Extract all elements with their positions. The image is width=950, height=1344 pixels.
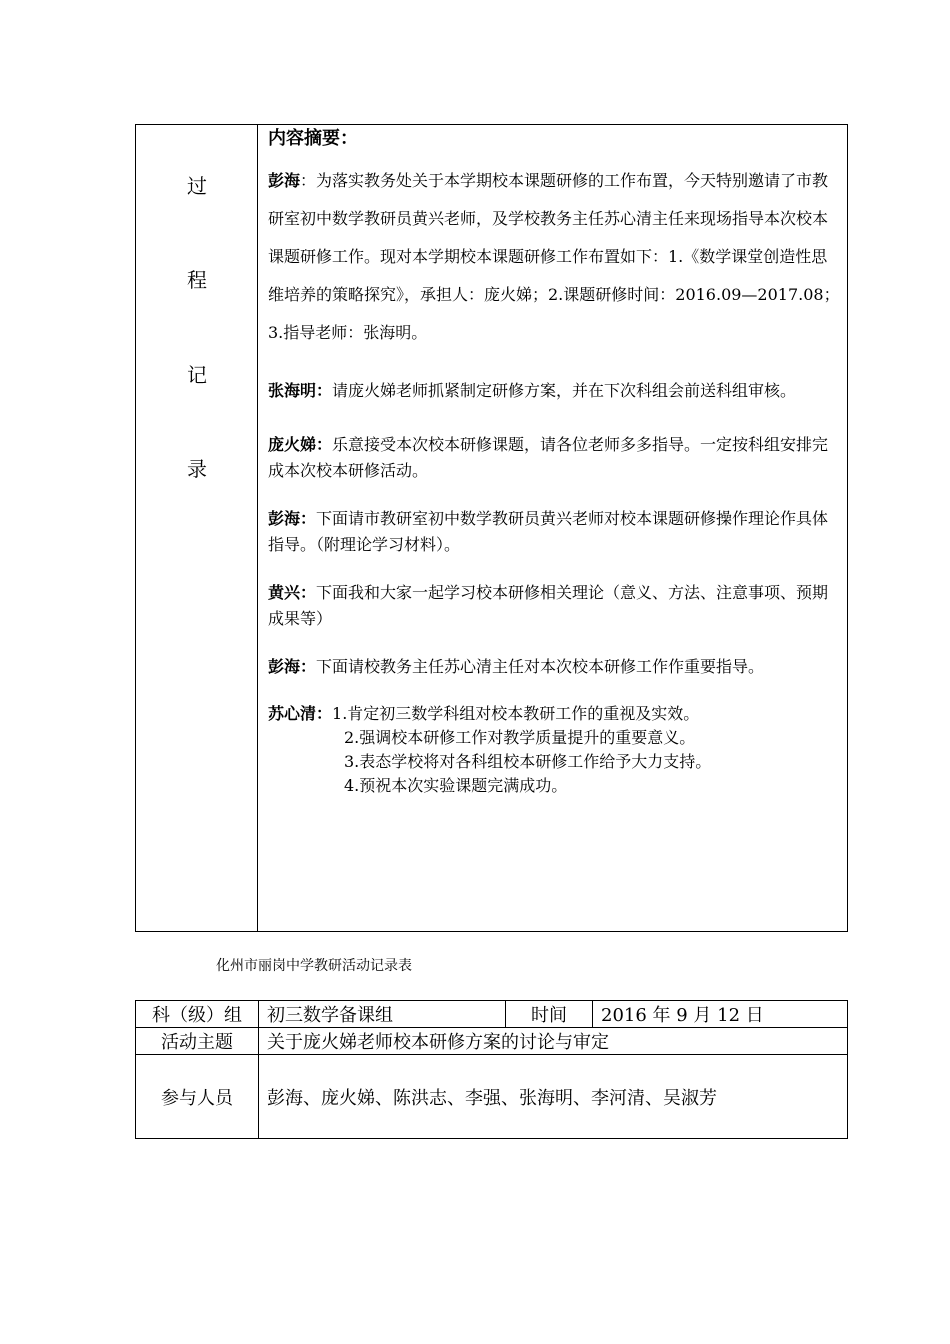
side-label-char-3: 记 [187, 363, 207, 387]
paragraph-text: 请庞火娣老师抓紧制定研修方案，并在下次科组会前送科组审核。 [332, 381, 797, 400]
paragraph-huangxing [268, 580, 840, 632]
list-line-1 [268, 702, 840, 726]
speaker-colon: ： [300, 171, 317, 190]
list-item-3: 3.表态学校将对各科组校本研修工作给予大力支持。 [344, 752, 712, 771]
paragraph-text: 乐意接受本次校本研修课题，请各位老师多多指导。一定按科组安排完成本次校本研修活动。 [268, 435, 829, 480]
speaker-colon: ： [316, 435, 333, 454]
list-item-1: 1.肯定初三数学科组对校本教研工作的重视及实效。 [332, 704, 700, 723]
speaker-name: 彭海 [268, 657, 301, 676]
speaker-colon: ： [300, 657, 317, 676]
speaker-name: 彭海 [268, 509, 301, 528]
participants-value: 彭海、庞火娣、陈洪志、李强、张海明、李河清、吴淑芳 [259, 1055, 848, 1139]
speaker-name: 黄兴 [268, 583, 301, 602]
paragraph-penghai-1 [268, 162, 840, 352]
speaker-name: 彭海 [268, 171, 301, 190]
theme-value: 关于庞火娣老师校本研修方案的讨论与审定 [259, 1028, 848, 1055]
paragraph-penghai-2 [268, 506, 840, 558]
speaker-colon: ： [300, 583, 317, 602]
paragraph-text: 为落实教务处关于本学期校本课题研修的工作布置，今天特别邀请了市教研室初中数学教研员黄兴老师，及学校教务主任苏心清主任来现场指导本次校本课题研修工作。现对本学期校本课题研修工作布置如下：1.《数学课堂创造性思维培养的策略探究》，承担人：庞火娣；2.课题研修时间：2016.09—2017.08；3.指导老师：张海明。 [268, 171, 840, 342]
speaker-name: 庞火娣 [268, 435, 317, 454]
paragraph-text: 下面请市教研室初中数学教研员黄兴老师对校本课题研修操作理论作具体指导。（附理论学习材料）。 [268, 509, 829, 554]
time-label: 时间 [506, 1001, 593, 1028]
speaker-colon: ： [300, 509, 317, 528]
paragraph-text: 下面我和大家一起学习校本研修相关理论（意义、方法、注意事项、预期成果等） [268, 583, 829, 628]
paragraph-text: 下面请校教务主任苏心清主任对本次校本研修工作作重要指导。 [316, 657, 765, 676]
speaker-name: 苏心清： [268, 704, 333, 723]
paragraph-zhanghaiming [268, 372, 840, 410]
list-item-2: 2.强调校本研修工作对教学质量提升的重要意义。 [344, 728, 696, 747]
content-summary-heading: 内容摘要： [268, 128, 358, 149]
side-label-char-1: 过 [187, 174, 207, 198]
speaker-name: 张海明 [268, 381, 317, 400]
side-label-char-4: 录 [187, 457, 207, 481]
paragraph-penghai-3 [268, 654, 840, 680]
group-label: 科（级）组 [136, 1001, 259, 1028]
paragraph-panghuodi [268, 432, 840, 484]
side-label-char-2: 程 [187, 268, 207, 292]
theme-label: 活动主题 [136, 1028, 259, 1055]
paragraph-suxinqing [268, 702, 840, 798]
speaker-colon: ： [316, 381, 333, 400]
group-value: 初三数学备课组 [259, 1001, 506, 1028]
time-value: 2016 年 9 月 12 日 [593, 1001, 848, 1028]
form-caption: 化州市丽岗中学教研活动记录表 [216, 958, 412, 974]
activity-info-table [135, 1000, 848, 1139]
list-item-4: 4.预祝本次实验课题完满成功。 [344, 776, 568, 795]
record-content [268, 126, 840, 798]
record-column-divider [257, 124, 258, 932]
participants-label: 参与人员 [136, 1055, 259, 1139]
